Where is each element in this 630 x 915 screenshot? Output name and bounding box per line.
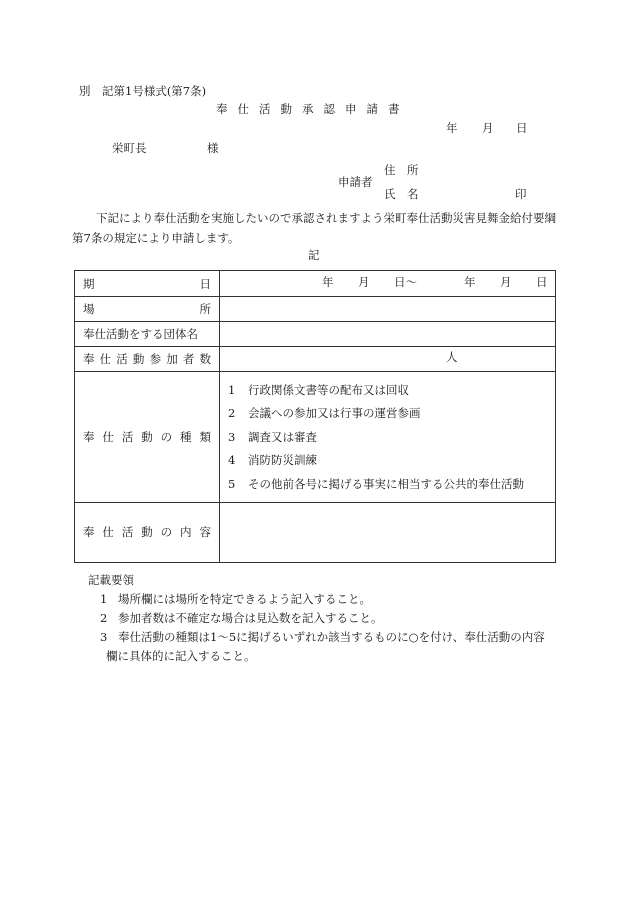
- note-1-num: 1: [100, 592, 108, 606]
- participants-row: [75, 347, 556, 372]
- period-label: 期 日: [75, 271, 220, 297]
- participants-unit: 人: [446, 350, 458, 364]
- type-option-5[interactable]: 5 その他前各号に掲げる事実に相当する公共的奉仕活動: [228, 476, 524, 491]
- note-1-text: 場所欄には場所を特定できるよう記入すること。: [118, 592, 371, 606]
- name-label: 氏 名: [384, 187, 419, 201]
- content-row: [75, 502, 556, 562]
- note-2-text: 参加者数は不確定な場合は見込数を記入すること。: [118, 611, 383, 625]
- participants-field[interactable]: [220, 347, 556, 372]
- period-start-month: 月: [358, 274, 370, 289]
- date-year-label: 年: [446, 121, 458, 135]
- type-option-2[interactable]: 2 会議への参加又は行事の運営参画: [228, 406, 421, 421]
- form-number-label: 別 記第1号様式(第7条): [79, 84, 207, 98]
- note-3-text: 奉仕活動の種類は1〜5に掲げるいずれか該当するものに○を付け、奉仕活動の内容: [118, 630, 545, 644]
- participants-label: 奉 仕 活 動 参 加 者 数: [75, 347, 220, 372]
- application-statement: 下記により奉仕活動を実施したいので承認されますよう栄町奉仕活動災害見舞金給付要綱第7条の規定により申請します。: [72, 211, 556, 245]
- period-start-day: 日〜: [394, 274, 417, 289]
- period-end-day: 日: [536, 274, 548, 289]
- address-label: 住 所: [384, 163, 419, 177]
- period-end-month: 月: [500, 274, 512, 289]
- seal-mark: 印: [515, 187, 527, 201]
- note-3-num: 3: [100, 630, 108, 644]
- type-option-4[interactable]: 4 消防防災訓練: [228, 453, 317, 468]
- type-row: [75, 372, 556, 503]
- group-field[interactable]: [220, 322, 556, 347]
- period-start-year: 年: [322, 274, 334, 289]
- group-label: 奉仕活動をする団体名: [75, 322, 220, 347]
- type-label: 奉 仕 活 動 の 種 類: [75, 372, 220, 503]
- period-row: [75, 271, 556, 297]
- content-label: 奉 仕 活 動 の 内 容: [75, 502, 220, 562]
- applicant-label: 申請者: [338, 175, 373, 189]
- ki-heading: 記: [308, 248, 320, 262]
- date-day-label: 日: [516, 121, 528, 135]
- place-label: 場 所: [75, 297, 220, 322]
- place-row: [75, 297, 556, 322]
- notes-heading: 記載要領: [88, 573, 134, 587]
- document-title: 奉仕活動承認申請書: [216, 102, 410, 116]
- group-row: [75, 322, 556, 347]
- period-field[interactable]: [220, 271, 556, 297]
- place-field[interactable]: [220, 297, 556, 322]
- application-table: [74, 270, 556, 563]
- type-option-1[interactable]: 1 行政関係文書等の配布又は回収: [228, 382, 409, 397]
- honorific: 様: [207, 141, 219, 155]
- addressee: 栄町長: [112, 141, 147, 155]
- date-month-label: 月: [482, 121, 494, 135]
- type-options: [220, 372, 556, 503]
- note-3-continuation: 欄に具体的に記入すること。: [106, 649, 256, 663]
- content-field[interactable]: [220, 502, 556, 562]
- type-option-3[interactable]: 3 調査又は審査: [228, 429, 317, 444]
- period-end-year: 年: [464, 274, 476, 289]
- note-2-num: 2: [100, 611, 108, 625]
